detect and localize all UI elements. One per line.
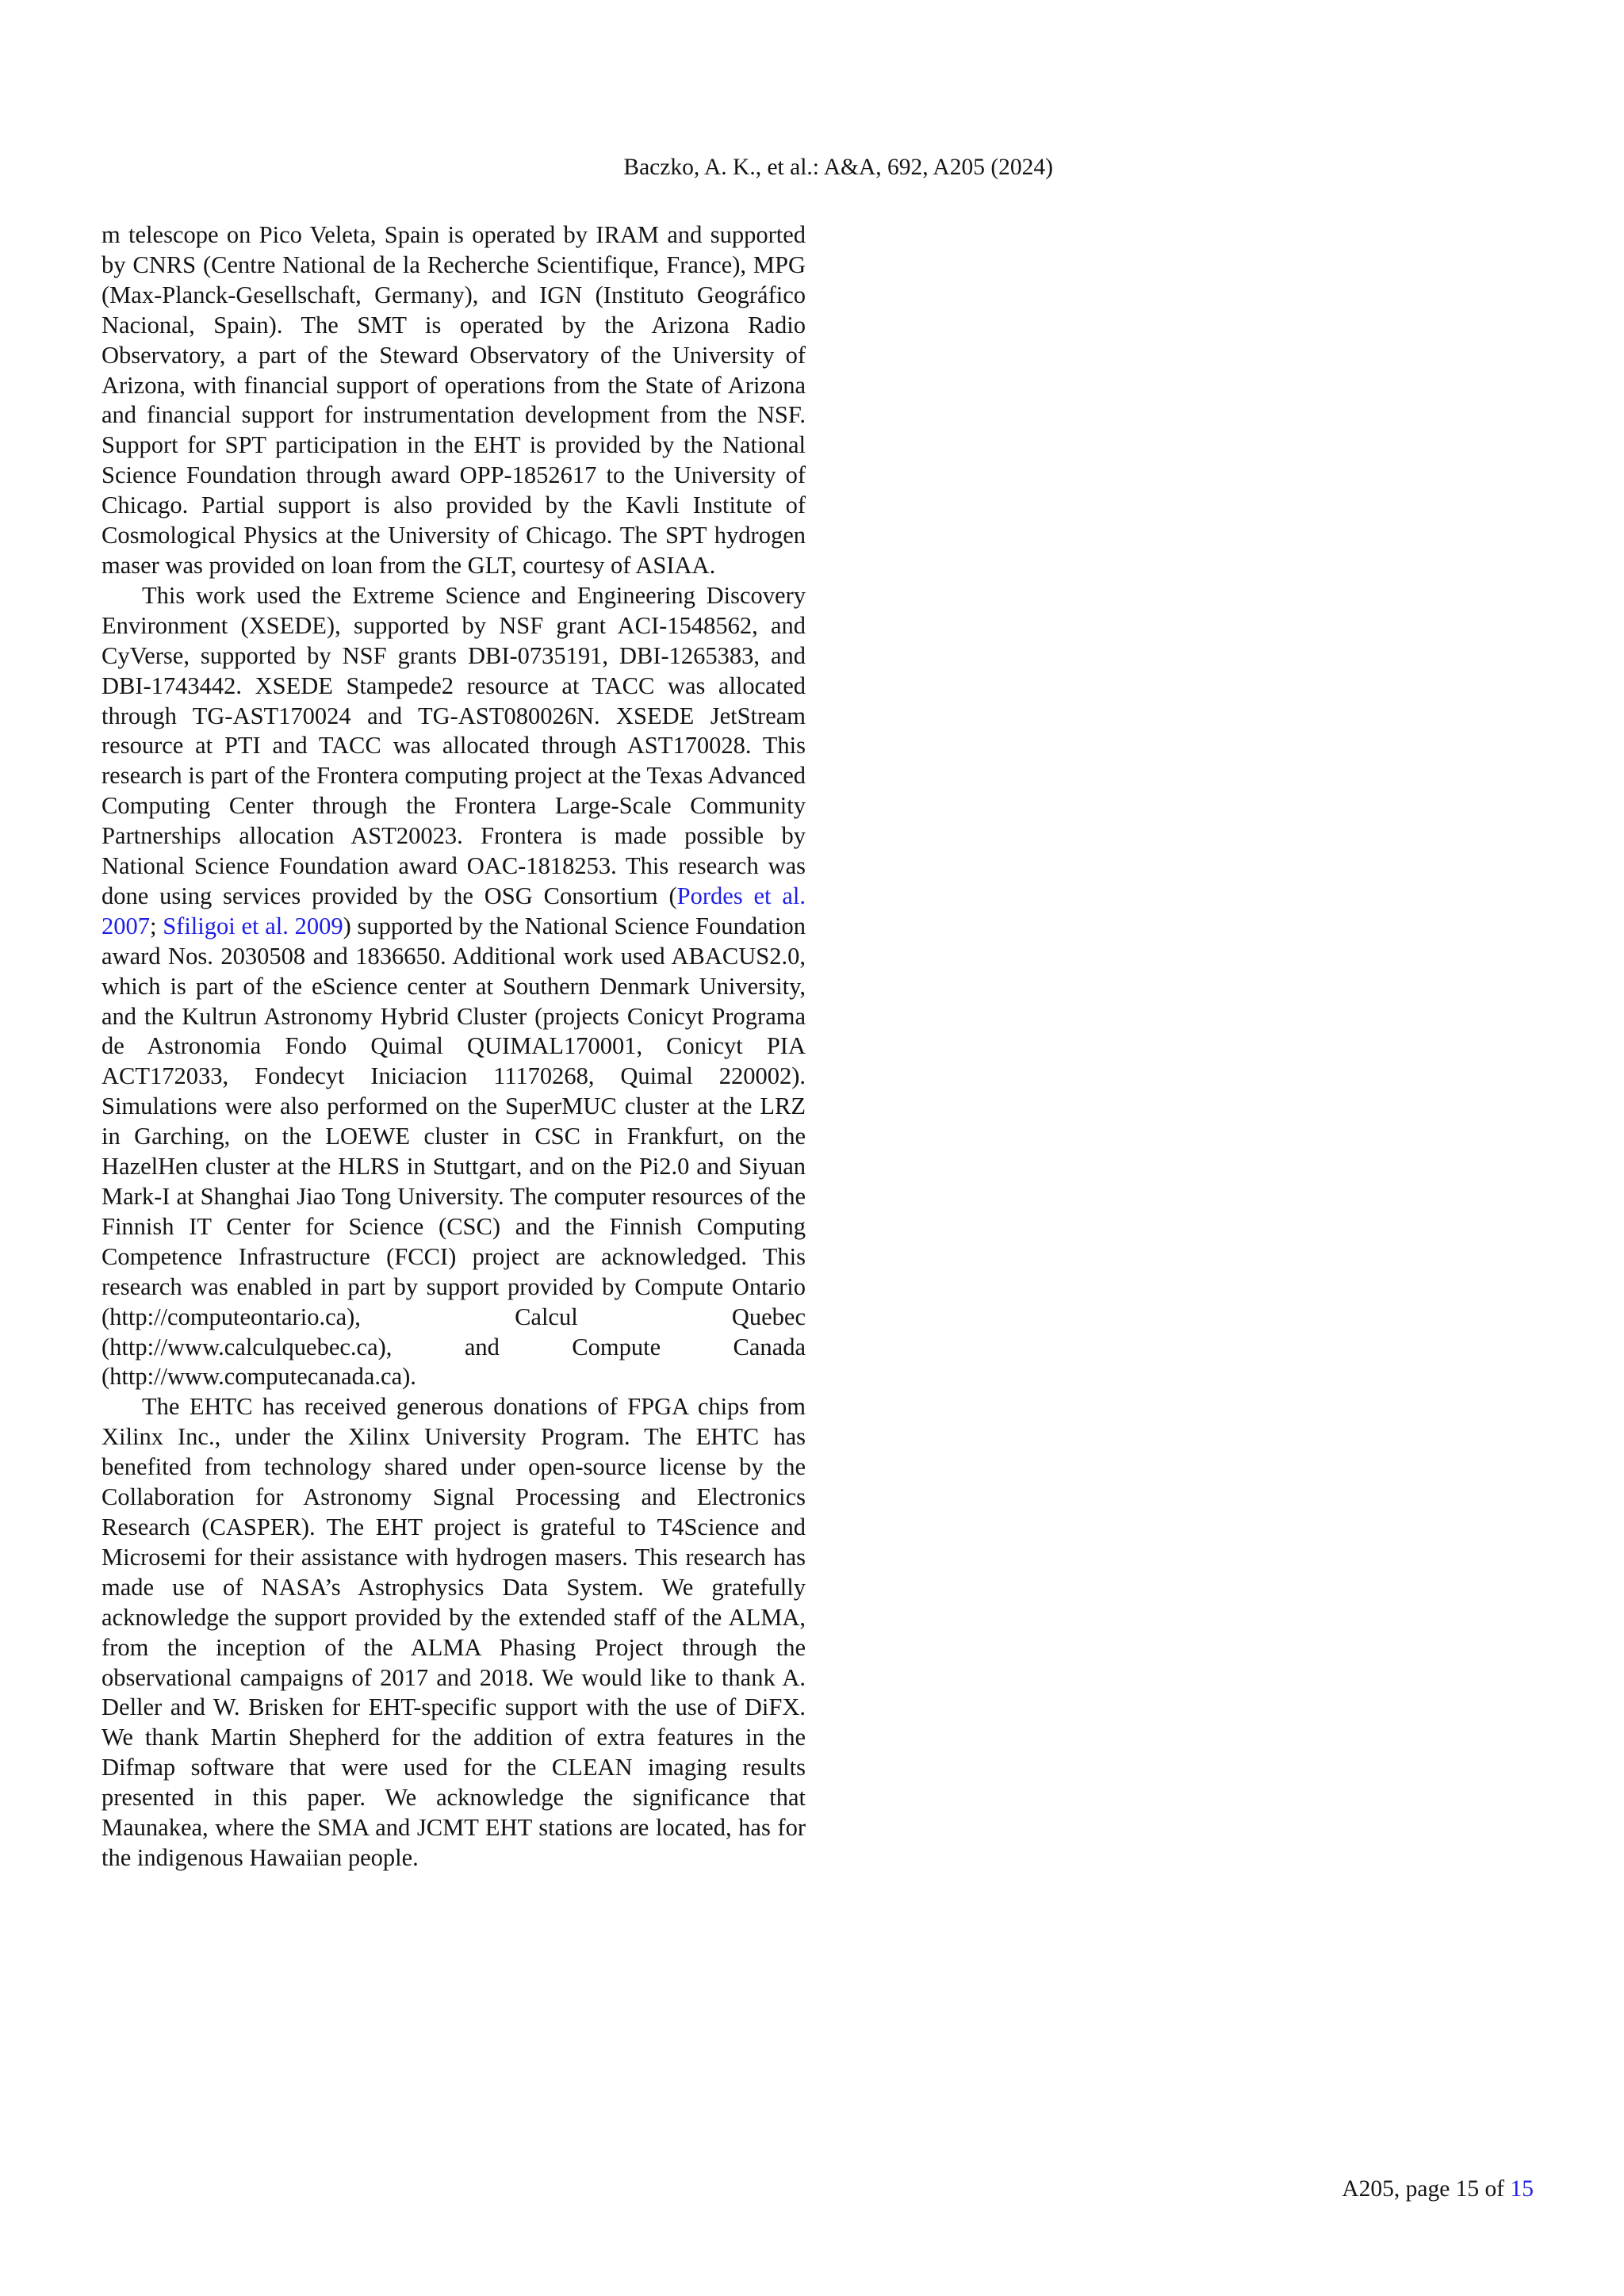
paragraph-text: This work used the Extreme Science and Engineering Discovery Environment (XSEDE), supported by NSF grant ACI-1548562, and CyVerse, supported by NSF grants DBI-0735191, DBI-1265383, and DBI-1743442. XSEDE Stampede2 resource at TACC was allocated through TG-AST170024 and TG-AST080026N. XSEDE JetStream resource at PTI and TACC was allocated through AST170028. This research is part of the Frontera computing project at the Texas Advanced Computing Center through the Frontera Large-Scale Community Partnerships allocation AST20023. Frontera is made possible by National Science Foundation award OAC-1818253. This research was done using services provided by the OSG Consortium ( — [102, 581, 806, 909]
paragraph-text: ) supported by the National Science Foundation award Nos. 2030508 and 1836650. Additional work used ABACUS2.0, which is part of the eScience center at Southern Denmark University, and the Kultrun Astronomy Hybrid Cluster (projects Conicyt Programa de Astronomia Fondo Quimal QUIMAL170001, Conicyt PIA ACT172033, Fondecyt Iniciacion 11170268, Quimal 220002). Simulations were also performed on the SuperMUC cluster at the LRZ in Garching, on the LOEWE cluster in CSC in Frankfurt, on the HazelHen cluster at the HLRS in Stuttgart, and on the Pi2.0 and Siyuan Mark-I at Shanghai Jiao Tong University. The computer resources of the Finnish IT Center for Science (CSC) and the Finnish Computing Competence Infrastructure (FCCI) project are acknowledged. This research was enabled in part by support provided by Compute Ontario (http://computeontario.ca), Calcul Quebec (http://www.calculquebec.ca), and Compute Canada (http://www.computecanada.ca). — [102, 912, 806, 1391]
running-head: Baczko, A. K., et al.: A&A, 692, A205 (2024) — [623, 155, 1053, 180]
acknowledgements-paragraph-telescopes: m telescope on Pico Veleta, Spain is operated by IRAM and supported by CNRS (Centre National de la Recherche Scientifique, France), MPG (Max-Planck-Gesellschaft, Germany), and IGN (Instituto Geográfico Nacional, Spain). The SMT is operated by the Arizona Radio Observatory, a part of the Steward Observatory of the University of Arizona, with financial support of operations from the State of Arizona and financial support for instrumentation development from the NSF. Support for SPT participation in the EHT is provided by the National Science Foundation through award OPP-1852617 to the University of Chicago. Partial support is also provided by the Kavli Institute of Cosmological Physics at the University of Chicago. The SPT hydrogen maser was provided on loan from the GLT, courtesy of ASIAA. — [102, 221, 806, 579]
citation-separator: ; — [150, 912, 163, 939]
page-number-label: A205, page 15 of — [1342, 2176, 1511, 2202]
citation-link-sfiligoi[interactable]: Sfiligoi et al. 2009 — [163, 912, 343, 939]
acknowledgements-paragraph-donations: The EHTC has received generous donations of FPGA chips from Xilinx Inc., under the Xilinx University Program. The EHTC has benefited from technology shared under open-source license by the Collaboration for Astronomy Signal Processing and Electronics Research (CASPER). The EHT project is grateful to T4Science and Microsemi for their assistance with hydrogen masers. This research has made use of NASA’s Astrophysics Data System. We gratefully acknowledge the support provided by the extended staff of the ALMA, from the inception of the ALMA Phasing Project through the observational campaigns of 2017 and 2018. We would like to thank A. Deller and W. Brisken for EHT-specific support with the use of DiFX. We thank Martin Shepherd for the addition of extra features in the Difmap software that were used for the CLEAN imaging results presented in this paper. We acknowledge the significance that Maunakea, where the SMA and JCMT EHT stations are located, has for the indigenous Hawaiian people. — [102, 1393, 806, 1871]
text-column — [102, 220, 806, 1873]
total-pages-link[interactable]: 15 — [1510, 2176, 1534, 2202]
acknowledgements-paragraph-computing — [102, 581, 806, 1392]
citation-link-pordes[interactable]: Pordes et al. 2007 — [102, 882, 806, 939]
page-number — [0, 2174, 1534, 2204]
